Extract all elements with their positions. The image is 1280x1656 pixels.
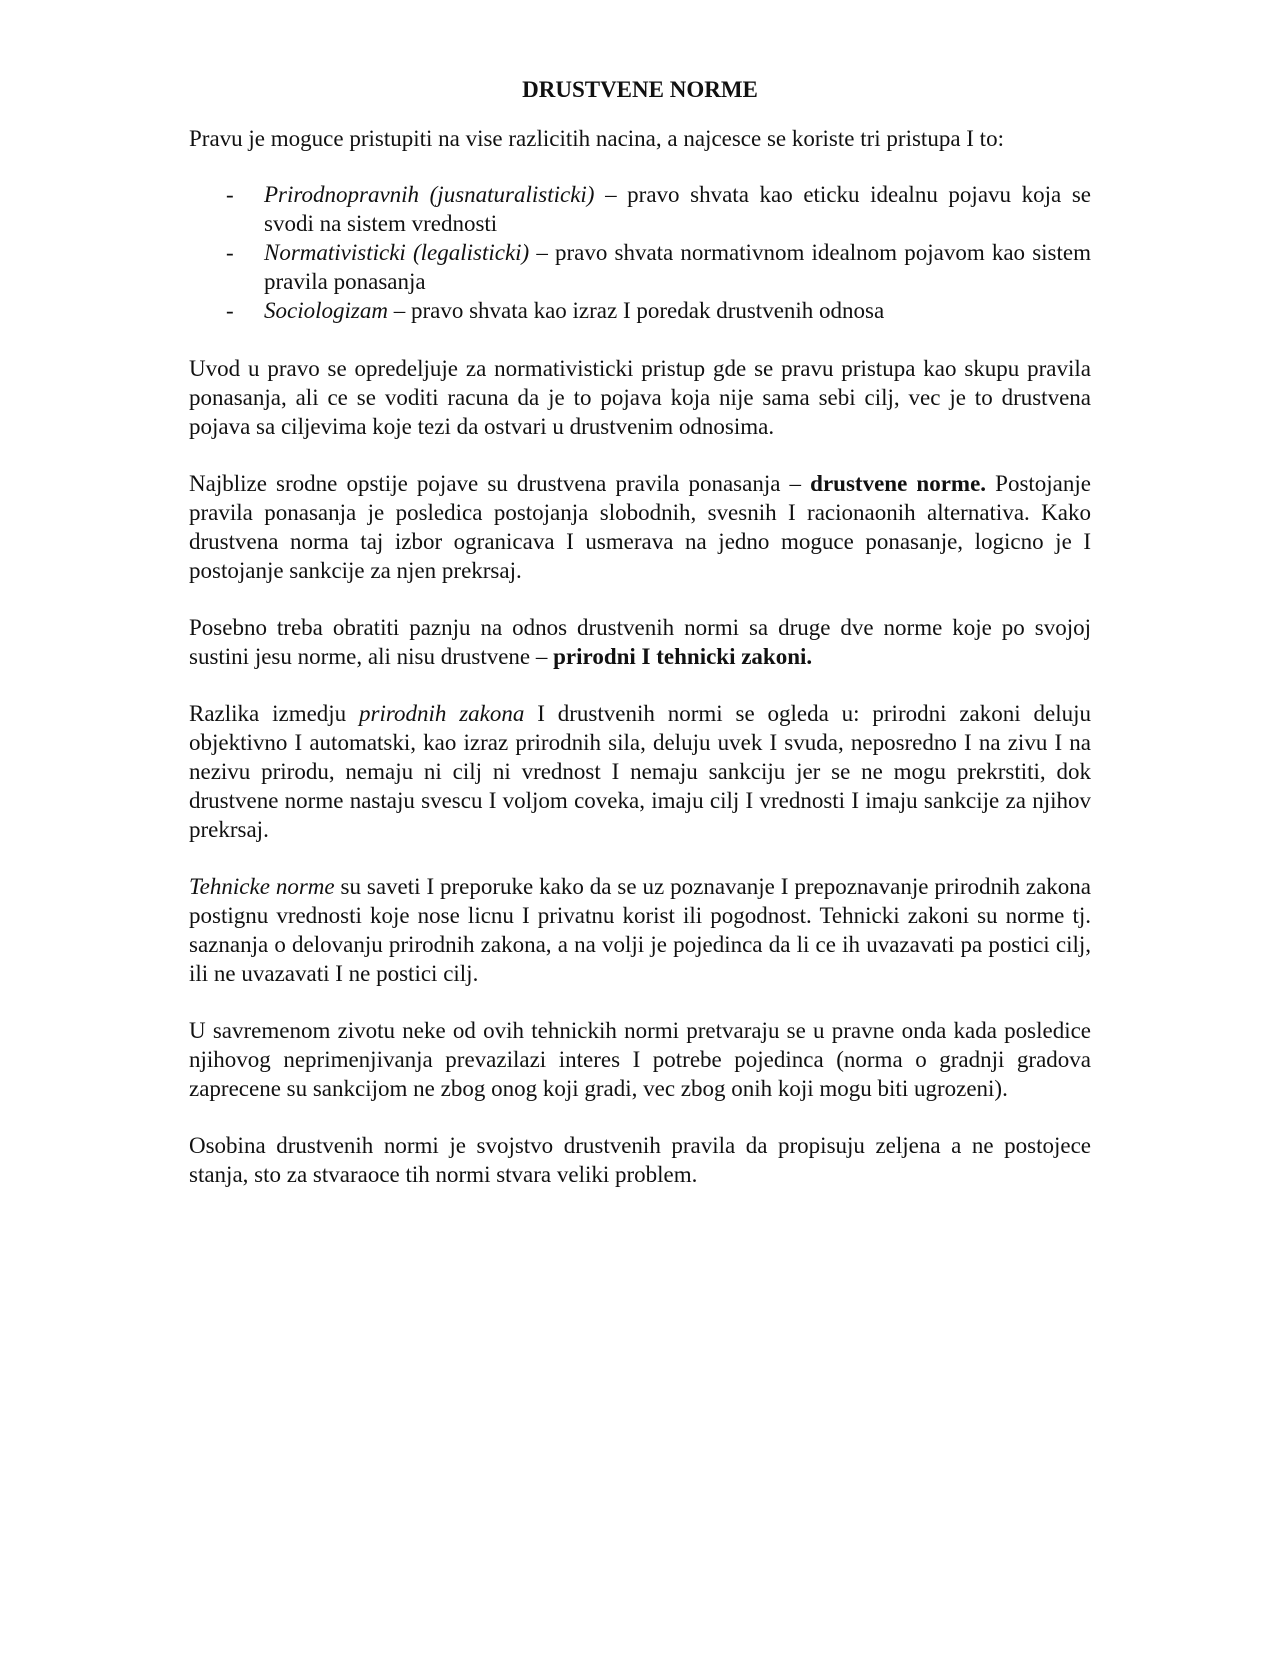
intro-paragraph: Pravu je moguce pristupiti na vise razlicitih nacina, a najcesce se koriste tri pristupa I to: <box>189 126 1004 151</box>
document-page <box>189 72 1091 1217</box>
approaches-list <box>189 180 1091 325</box>
list-item <box>189 180 1091 238</box>
paragraph-tehnicke <box>189 872 1091 988</box>
text-run: Najblize srodne opstije pojave su drustvena pravila ponasanja – <box>189 471 811 496</box>
bold-term: drustvene norme. <box>810 471 987 496</box>
paragraph-osobina: Osobina drustvenih normi je svojstvo drustvenih pravila da propisuju zeljena a ne postojece stanja, sto za stvaraoce tih normi stvara veliki problem. <box>189 1133 1091 1187</box>
text-run: Razlika izmedju <box>189 701 360 726</box>
paragraph-najblize <box>189 469 1091 585</box>
text-run: su saveti I preporuke kako da se uz poznavanje I prepoznavanje prirodnih zakona postignu vrednosti koje nose licnu I privatnu korist ili pogodnost. Tehnicki zakoni su norme tj. saznanja o delovanju prirodnih zakona, a na volji je pojedinca da li ce ih uvazavati pa postici cilj, ili ne uvazavati I ne postici cilj. <box>189 874 1091 986</box>
list-item <box>189 296 1091 325</box>
paragraph-razlika <box>189 699 1091 844</box>
paragraph-posebno <box>189 613 1091 671</box>
approach-term: Sociologizam <box>264 298 388 323</box>
page-title: DRUSTVENE NORME <box>522 77 758 102</box>
approach-description: – pravo shvata kao eticku idealnu pojavu koja se svodi na sistem vrednosti <box>264 182 1091 236</box>
text-run: I drustvenih normi se ogleda u: prirodni zakoni deluju objektivno I automatski, kao izraz prirodnih sila, deluju uvek I svuda, neposredno I na zivu I na nezivu prirodu, nemaju ni cilj ni vrednost I nemaju sankciju jer se ne mogu prekrstiti, dok drustvene norme nastaju svescu I voljom coveka, imaju cilj I vrednosti I imaju sankcije za njihov prekrsaj. <box>189 701 1091 842</box>
approach-description: – pravo shvata normativnom idealnom pojavom kao sistem pravila ponasanja <box>264 240 1091 294</box>
approach-term: Prirodnopravnih (jusnaturalisticki) <box>264 182 595 207</box>
text-run: Posebno treba obratiti paznju na odnos drustvenih normi sa druge dve norme koje po svojoj sustini jesu norme, ali nisu drustvene – <box>189 615 1091 669</box>
dash-bullet: - <box>226 240 234 265</box>
text-run: Postojanje pravila ponasanja je posledica postojanja slobodnih, svesnih I racionaonih alternativa. Kako drustvena norma taj izbor ogranicava I usmerava na jedno moguce ponasanje, logicno je I postojanje sankcije za njen prekrsaj. <box>189 471 1091 583</box>
approach-description: – pravo shvata kao izraz I poredak drustvenih odnosa <box>387 298 885 323</box>
approach-term: Normativisticki (legalisticki) <box>264 240 530 265</box>
paragraph-savremenom: U savremenom zivotu neke od ovih tehnickih normi pretvaraju se u pravne onda kada posledice njihovog neprimenjivanja prevazilazi interes I potrebe pojedinca (norma o gradnji gradova zaprecene su sankcijom ne zbog onog koji gradi, vec zbog onih koji mogu biti ugrozeni). <box>189 1018 1091 1101</box>
bold-term: prirodni I tehnicki zakoni. <box>553 644 813 669</box>
italic-term: Tehnicke norme <box>189 874 335 899</box>
italic-term: prirodnih zakona <box>359 701 525 726</box>
dash-bullet: - <box>226 298 234 323</box>
paragraph-uvod: Uvod u pravo se opredeljuje za normativisticki pristup gde se pravu pristupa kao skupu pravila ponasanja, ali ce se voditi racuna da je to pojava koja nije sama sebi cilj, vec je to drustvena pojava sa ciljevima koje tezi da ostvari u drustvenim odnosima. <box>189 356 1091 439</box>
list-item <box>189 238 1091 296</box>
dash-bullet: - <box>226 182 234 207</box>
